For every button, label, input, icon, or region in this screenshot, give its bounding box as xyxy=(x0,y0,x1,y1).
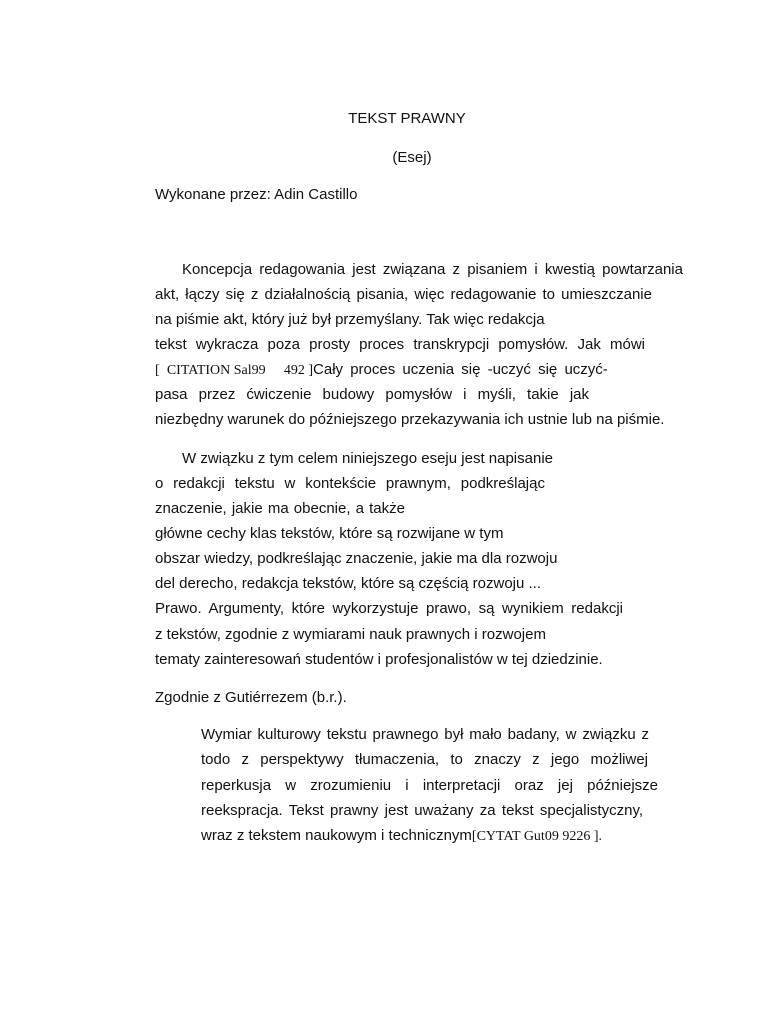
paragraph-line: z tekstów, zgodnie z wymiarami nauk prawnych i rozwojem xyxy=(155,626,546,643)
citation-page: 492 ] xyxy=(283,363,314,378)
paragraph-line: akt, łączy się z działalnością pisania, więc redagowanie to umieszczanie xyxy=(155,286,652,303)
paragraph-line: o redakcji tekstu w kontekście prawnym, podkreślając xyxy=(155,475,545,492)
paragraph-line: W związku z tym celem niniejszego eseju jest napisanie xyxy=(182,450,553,467)
paragraph-line: znaczenie, jakie ma obecnie, a także xyxy=(155,500,405,517)
quote-text: wraz z tekstem naukowym i technicznym xyxy=(201,827,472,844)
citation-line xyxy=(155,361,608,380)
document-title: TEKST PRAWNY xyxy=(348,110,466,127)
paragraph-line: tematy zainteresowań studentów i profesjonalistów w tej dziedzinie. xyxy=(155,651,603,668)
document-subtitle: (Esej) xyxy=(392,149,432,166)
paragraph-line: tekst wykracza poza prosty proces transkrypcji pomysłów. Jak mówi xyxy=(155,336,645,353)
citation-field: CITATION Sal99 xyxy=(166,363,266,378)
paragraph-line: główne cechy klas tekstów, które są rozwijane w tym xyxy=(155,525,504,542)
author-line: Wykonane przez: Adin Castillo xyxy=(155,186,358,203)
paragraph-line: del derecho, redakcja tekstów, które są częścią rozwoju ... xyxy=(155,575,542,592)
paragraph-line: na piśmie akt, który już był przemyślany. Tak więc redakcja xyxy=(155,311,545,328)
paragraph-line: niezbędny warunek do późniejszego przekazywania ich ustnie lub na piśmie. xyxy=(155,411,665,428)
citation-field: [CYTAT Gut09 9226 ]. xyxy=(471,829,602,844)
paragraph-line: pasa przez ćwiczenie budowy pomysłów i myśli, takie jak xyxy=(155,386,589,403)
quote-intro: Zgodnie z Gutiérrezem (b.r.). xyxy=(155,689,347,706)
quote-line: todo z perspektywy tłumaczenia, to znaczy z jego możliwej xyxy=(201,751,648,768)
paragraph-line: Prawo. Argumenty, które wykorzystuje prawo, są wynikiem redakcji xyxy=(155,600,623,617)
citation-bracket: [ xyxy=(155,363,160,378)
paragraph-text: Cały proces uczenia się -uczyć się uczyć- xyxy=(313,361,608,378)
quote-line xyxy=(201,827,602,846)
paragraph-line: obszar wiedzy, podkreślając znaczenie, jakie ma dla rozwoju xyxy=(155,550,558,567)
quote-line: Wymiar kulturowy tekstu prawnego był mało badany, w związku z xyxy=(201,726,649,743)
paragraph-line: Koncepcja redagowania jest związana z pisaniem i kwestią powtarzania xyxy=(182,261,683,278)
quote-line: reekspracja. Tekst prawny jest uważany za tekst specjalistyczny, xyxy=(201,802,643,819)
quote-line: reperkusja w zrozumieniu i interpretacji oraz jej późniejsze xyxy=(201,777,658,794)
